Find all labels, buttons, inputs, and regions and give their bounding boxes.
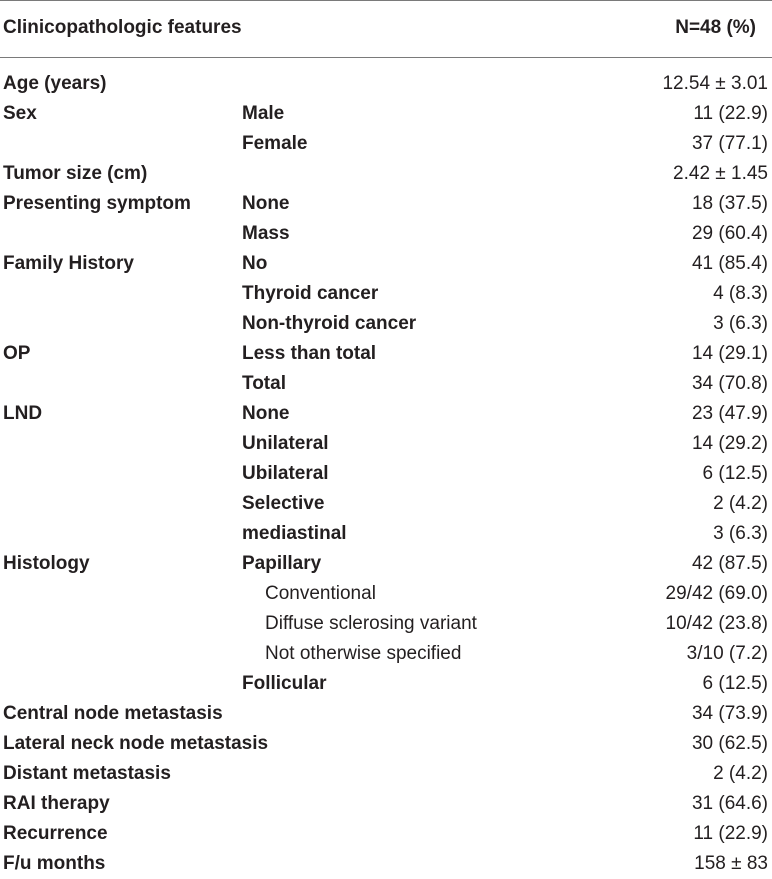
row-feature: Sex xyxy=(3,103,37,124)
row-feature: Tumor size (cm) xyxy=(3,163,148,184)
row-value: 18 (37.5) xyxy=(691,193,768,214)
row-subgroup: Less than total xyxy=(242,343,377,364)
row-feature: Presenting symptom xyxy=(3,193,191,214)
table-row xyxy=(0,369,772,399)
table-row xyxy=(0,69,772,99)
row-value: 3 (6.3) xyxy=(713,313,768,334)
table-row xyxy=(0,189,772,219)
row-subgroup: Ubilateral xyxy=(242,463,329,484)
row-feature: Lateral neck node metastasis xyxy=(3,733,269,754)
table-row xyxy=(0,639,772,669)
table-row xyxy=(0,729,772,759)
row-feature: Histology xyxy=(3,553,90,574)
row-subgroup: Total xyxy=(242,373,286,394)
row-feature: Distant metastasis xyxy=(3,763,171,784)
row-feature: OP xyxy=(3,343,31,364)
row-feature: Age (years) xyxy=(3,73,107,94)
table-row xyxy=(0,819,772,849)
row-value: 2 (4.2) xyxy=(713,493,768,514)
row-feature: Recurrence xyxy=(3,823,108,844)
table-row xyxy=(0,489,772,519)
row-subgroup: Selective xyxy=(242,493,325,514)
row-feature: F/u months xyxy=(3,853,106,874)
table-row xyxy=(0,699,772,729)
table-row xyxy=(0,459,772,489)
row-subgroup: None xyxy=(242,193,290,214)
row-subgroup: Papillary xyxy=(242,553,322,574)
header-bottom-rule xyxy=(0,57,772,58)
row-value: 158 ± 83 xyxy=(694,853,768,874)
row-value: 11 (22.9) xyxy=(693,823,768,844)
row-subgroup: None xyxy=(242,403,290,424)
table-row xyxy=(0,789,772,819)
table-row xyxy=(0,309,772,339)
table-row xyxy=(0,849,772,879)
row-value: 30 (62.5) xyxy=(691,733,768,754)
row-value: 41 (85.4) xyxy=(691,253,768,274)
header-count-label: N=48 (%) xyxy=(675,17,756,38)
row-value: 34 (73.9) xyxy=(691,703,768,724)
row-subgroup: Female xyxy=(242,133,308,154)
row-value: 34 (70.8) xyxy=(691,373,768,394)
table-row xyxy=(0,159,772,189)
header-feature-label: Clinicopathologic features xyxy=(3,17,242,38)
row-value: 14 (29.2) xyxy=(691,433,768,454)
row-feature: Family History xyxy=(3,253,134,274)
row-feature: RAI therapy xyxy=(3,793,110,814)
table-row xyxy=(0,549,772,579)
table-row xyxy=(0,339,772,369)
row-value: 23 (47.9) xyxy=(691,403,768,424)
row-feature: LND xyxy=(3,403,43,424)
row-subgroup: Thyroid cancer xyxy=(242,283,379,304)
row-value: 11 (22.9) xyxy=(693,103,768,124)
table-row xyxy=(0,219,772,249)
row-subgroup: No xyxy=(242,253,268,274)
table-row xyxy=(0,579,772,609)
row-value: 37 (77.1) xyxy=(691,133,768,154)
row-value: 29/42 (69.0) xyxy=(665,583,768,604)
row-value: 3 (6.3) xyxy=(713,523,768,544)
row-subgroup: Mass xyxy=(242,223,290,244)
row-value: 31 (64.6) xyxy=(691,793,768,814)
row-subgroup: Follicular xyxy=(242,673,327,694)
table-row xyxy=(0,99,772,129)
row-value: 42 (87.5) xyxy=(691,553,768,574)
row-value: 14 (29.1) xyxy=(691,343,768,364)
row-value: 12.54 ± 3.01 xyxy=(662,73,768,94)
table-body xyxy=(0,69,772,879)
table-row xyxy=(0,519,772,549)
row-value: 6 (12.5) xyxy=(702,673,768,694)
table-row xyxy=(0,609,772,639)
row-subgroup: Male xyxy=(242,103,285,124)
table-row xyxy=(0,759,772,789)
row-subtype: Diffuse sclerosing variant xyxy=(265,613,477,634)
row-value: 29 (60.4) xyxy=(691,223,768,244)
table-header xyxy=(0,0,772,58)
row-value: 2.42 ± 1.45 xyxy=(673,163,768,184)
table-row xyxy=(0,429,772,459)
table-row xyxy=(0,129,772,159)
row-feature: Central node metastasis xyxy=(3,703,223,724)
row-value: 2 (4.2) xyxy=(713,763,768,784)
row-value: 3/10 (7.2) xyxy=(686,643,768,664)
row-value: 6 (12.5) xyxy=(702,463,768,484)
row-subtype: Conventional xyxy=(265,583,376,604)
table-row xyxy=(0,399,772,429)
row-subgroup: mediastinal xyxy=(242,523,347,544)
row-subgroup: Non-thyroid cancer xyxy=(242,313,417,334)
table-row xyxy=(0,279,772,309)
row-value: 4 (8.3) xyxy=(713,283,768,304)
table-row xyxy=(0,249,772,279)
row-subgroup: Unilateral xyxy=(242,433,329,454)
table-row xyxy=(0,669,772,699)
row-subtype: Not otherwise specified xyxy=(265,643,462,664)
row-value: 10/42 (23.8) xyxy=(665,613,768,634)
